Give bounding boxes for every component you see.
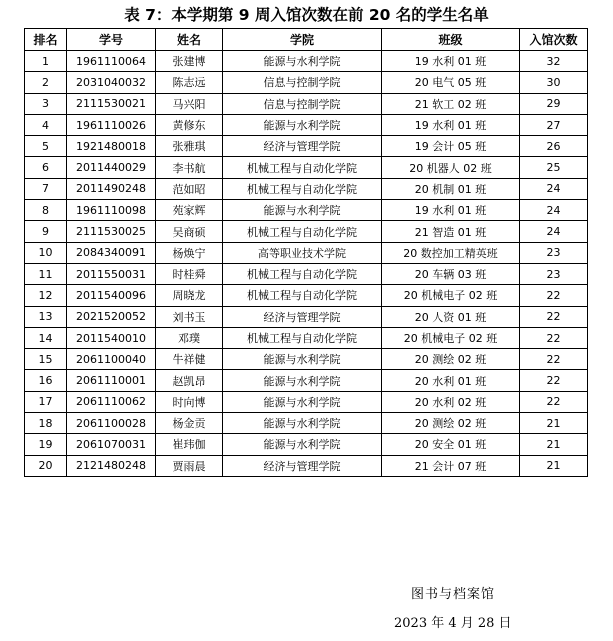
rank-cell: 14 <box>25 327 67 348</box>
table-row <box>25 72 588 93</box>
student-id-cell: 2061110062 <box>67 391 156 412</box>
student-id-cell: 2061100040 <box>67 349 156 370</box>
student-id-cell: 2061070031 <box>67 434 156 455</box>
rank-cell: 11 <box>25 263 67 284</box>
class-cell: 19 水利 01 班 <box>382 114 520 135</box>
student-id-cell: 2011540096 <box>67 285 156 306</box>
table-row <box>25 370 588 391</box>
visit-count-cell: 21 <box>520 413 588 434</box>
college-cell: 能源与水利学院 <box>223 51 382 72</box>
visit-count-cell: 22 <box>520 306 588 327</box>
class-cell: 20 人资 01 班 <box>382 306 520 327</box>
visit-count-cell: 29 <box>520 93 588 114</box>
college-cell: 能源与水利学院 <box>223 114 382 135</box>
rank-cell: 8 <box>25 200 67 221</box>
rank-cell: 15 <box>25 349 67 370</box>
table-row <box>25 455 588 476</box>
student-id-cell: 2011440029 <box>67 157 156 178</box>
visit-count-cell: 23 <box>520 242 588 263</box>
table-row <box>25 157 588 178</box>
header-class: 班级 <box>382 29 520 51</box>
visit-count-cell: 22 <box>520 391 588 412</box>
student-id-cell: 2111530021 <box>67 93 156 114</box>
visit-count-cell: 21 <box>520 434 588 455</box>
student-id-cell: 1961110026 <box>67 114 156 135</box>
college-cell: 能源与水利学院 <box>223 391 382 412</box>
rank-cell: 9 <box>25 221 67 242</box>
rank-cell: 3 <box>25 93 67 114</box>
college-cell: 能源与水利学院 <box>223 413 382 434</box>
name-cell: 吴商硕 <box>156 221 223 242</box>
header-name: 姓名 <box>156 29 223 51</box>
name-cell: 时向博 <box>156 391 223 412</box>
rank-cell: 16 <box>25 370 67 391</box>
student-id-cell: 2031040032 <box>67 72 156 93</box>
table-row <box>25 51 588 72</box>
class-cell: 20 车辆 03 班 <box>382 263 520 284</box>
name-cell: 张建博 <box>156 51 223 72</box>
visit-count-cell: 24 <box>520 221 588 242</box>
class-cell: 20 机械电子 02 班 <box>382 285 520 306</box>
name-cell: 崔玮伽 <box>156 434 223 455</box>
student-id-cell: 2111530025 <box>67 221 156 242</box>
footer-organization: 图书与档案馆 <box>411 587 496 602</box>
college-cell: 能源与水利学院 <box>223 434 382 455</box>
visit-count-cell: 24 <box>520 178 588 199</box>
college-cell: 机械工程与自动化学院 <box>223 157 382 178</box>
visit-count-cell: 25 <box>520 157 588 178</box>
student-id-cell: 2061110001 <box>67 370 156 391</box>
college-cell: 高等职业技术学院 <box>223 242 382 263</box>
visit-count-cell: 22 <box>520 327 588 348</box>
name-cell: 赵凯昂 <box>156 370 223 391</box>
class-cell: 21 会计 07 班 <box>382 455 520 476</box>
college-cell: 机械工程与自动化学院 <box>223 263 382 284</box>
document-title: 表 7：本学期第 9 周入馆次数在前 20 名的学生名单 <box>124 6 489 24</box>
class-cell: 19 水利 01 班 <box>382 51 520 72</box>
name-cell: 贾雨晨 <box>156 455 223 476</box>
table-row <box>25 285 588 306</box>
name-cell: 张雅琪 <box>156 136 223 157</box>
visit-count-cell: 24 <box>520 200 588 221</box>
name-cell: 邓璞 <box>156 327 223 348</box>
name-cell: 马兴阳 <box>156 93 223 114</box>
rank-cell: 18 <box>25 413 67 434</box>
rank-cell: 2 <box>25 72 67 93</box>
rank-cell: 5 <box>25 136 67 157</box>
rank-cell: 13 <box>25 306 67 327</box>
name-cell: 范如昭 <box>156 178 223 199</box>
visit-count-cell: 32 <box>520 51 588 72</box>
rank-cell: 4 <box>25 114 67 135</box>
class-cell: 20 机械电子 02 班 <box>382 327 520 348</box>
class-cell: 20 数控加工精英班 <box>382 242 520 263</box>
college-cell: 能源与水利学院 <box>223 370 382 391</box>
rank-cell: 6 <box>25 157 67 178</box>
rank-cell: 19 <box>25 434 67 455</box>
class-cell: 20 水利 01 班 <box>382 370 520 391</box>
class-cell: 20 水利 02 班 <box>382 391 520 412</box>
name-cell: 牛祥健 <box>156 349 223 370</box>
table-row <box>25 242 588 263</box>
student-id-cell: 2011490248 <box>67 178 156 199</box>
rank-cell: 20 <box>25 455 67 476</box>
table-row <box>25 391 588 412</box>
visit-count-cell: 23 <box>520 263 588 284</box>
college-cell: 机械工程与自动化学院 <box>223 327 382 348</box>
name-cell: 杨金贡 <box>156 413 223 434</box>
visit-count-cell: 22 <box>520 370 588 391</box>
college-cell: 信息与控制学院 <box>223 93 382 114</box>
student-id-cell: 2084340091 <box>67 242 156 263</box>
table-row <box>25 93 588 114</box>
college-cell: 经济与管理学院 <box>223 306 382 327</box>
college-cell: 机械工程与自动化学院 <box>223 285 382 306</box>
header-student-id: 学号 <box>67 29 156 51</box>
class-cell: 20 安全 01 班 <box>382 434 520 455</box>
rank-cell: 10 <box>25 242 67 263</box>
header-rank: 排名 <box>25 29 67 51</box>
name-cell: 杨焕宁 <box>156 242 223 263</box>
college-cell: 机械工程与自动化学院 <box>223 178 382 199</box>
table-row <box>25 327 588 348</box>
name-cell: 刘书玉 <box>156 306 223 327</box>
student-id-cell: 2011540010 <box>67 327 156 348</box>
visit-count-cell: 26 <box>520 136 588 157</box>
college-cell: 能源与水利学院 <box>223 349 382 370</box>
class-cell: 21 智造 01 班 <box>382 221 520 242</box>
visit-count-cell: 27 <box>520 114 588 135</box>
name-cell: 陈志远 <box>156 72 223 93</box>
student-id-cell: 2021520052 <box>67 306 156 327</box>
class-cell: 19 会计 05 班 <box>382 136 520 157</box>
student-id-cell: 1961110064 <box>67 51 156 72</box>
name-cell: 黄修东 <box>156 114 223 135</box>
student-id-cell: 1961110098 <box>67 200 156 221</box>
student-id-cell: 2061100028 <box>67 413 156 434</box>
college-cell: 信息与控制学院 <box>223 72 382 93</box>
visit-count-cell: 22 <box>520 349 588 370</box>
table-row <box>25 114 588 135</box>
student-id-cell: 2121480248 <box>67 455 156 476</box>
rank-cell: 12 <box>25 285 67 306</box>
class-cell: 20 测绘 02 班 <box>382 413 520 434</box>
table-row <box>25 349 588 370</box>
class-cell: 20 机制 01 班 <box>382 178 520 199</box>
name-cell: 李书航 <box>156 157 223 178</box>
footer-date: 2023 年 4 月 28 日 <box>394 616 512 631</box>
table-header-row <box>25 29 588 51</box>
college-cell: 能源与水利学院 <box>223 200 382 221</box>
class-cell: 19 水利 01 班 <box>382 200 520 221</box>
table-row <box>25 263 588 284</box>
table-row <box>25 178 588 199</box>
name-cell: 时桂舜 <box>156 263 223 284</box>
class-cell: 20 机器人 02 班 <box>382 157 520 178</box>
student-ranking-table <box>24 28 588 477</box>
table-row <box>25 221 588 242</box>
class-cell: 20 测绘 02 班 <box>382 349 520 370</box>
class-cell: 21 软工 02 班 <box>382 93 520 114</box>
name-cell: 苑家辉 <box>156 200 223 221</box>
rank-cell: 17 <box>25 391 67 412</box>
student-id-cell: 1921480018 <box>67 136 156 157</box>
header-college: 学院 <box>223 29 382 51</box>
name-cell: 周晓龙 <box>156 285 223 306</box>
visit-count-cell: 22 <box>520 285 588 306</box>
college-cell: 经济与管理学院 <box>223 136 382 157</box>
table-row <box>25 413 588 434</box>
college-cell: 机械工程与自动化学院 <box>223 221 382 242</box>
header-visit-count: 入馆次数 <box>520 29 588 51</box>
table-row <box>25 306 588 327</box>
visit-count-cell: 30 <box>520 72 588 93</box>
table-row <box>25 434 588 455</box>
student-id-cell: 2011550031 <box>67 263 156 284</box>
table-row <box>25 200 588 221</box>
rank-cell: 7 <box>25 178 67 199</box>
college-cell: 经济与管理学院 <box>223 455 382 476</box>
class-cell: 20 电气 05 班 <box>382 72 520 93</box>
visit-count-cell: 21 <box>520 455 588 476</box>
rank-cell: 1 <box>25 51 67 72</box>
table-row <box>25 136 588 157</box>
